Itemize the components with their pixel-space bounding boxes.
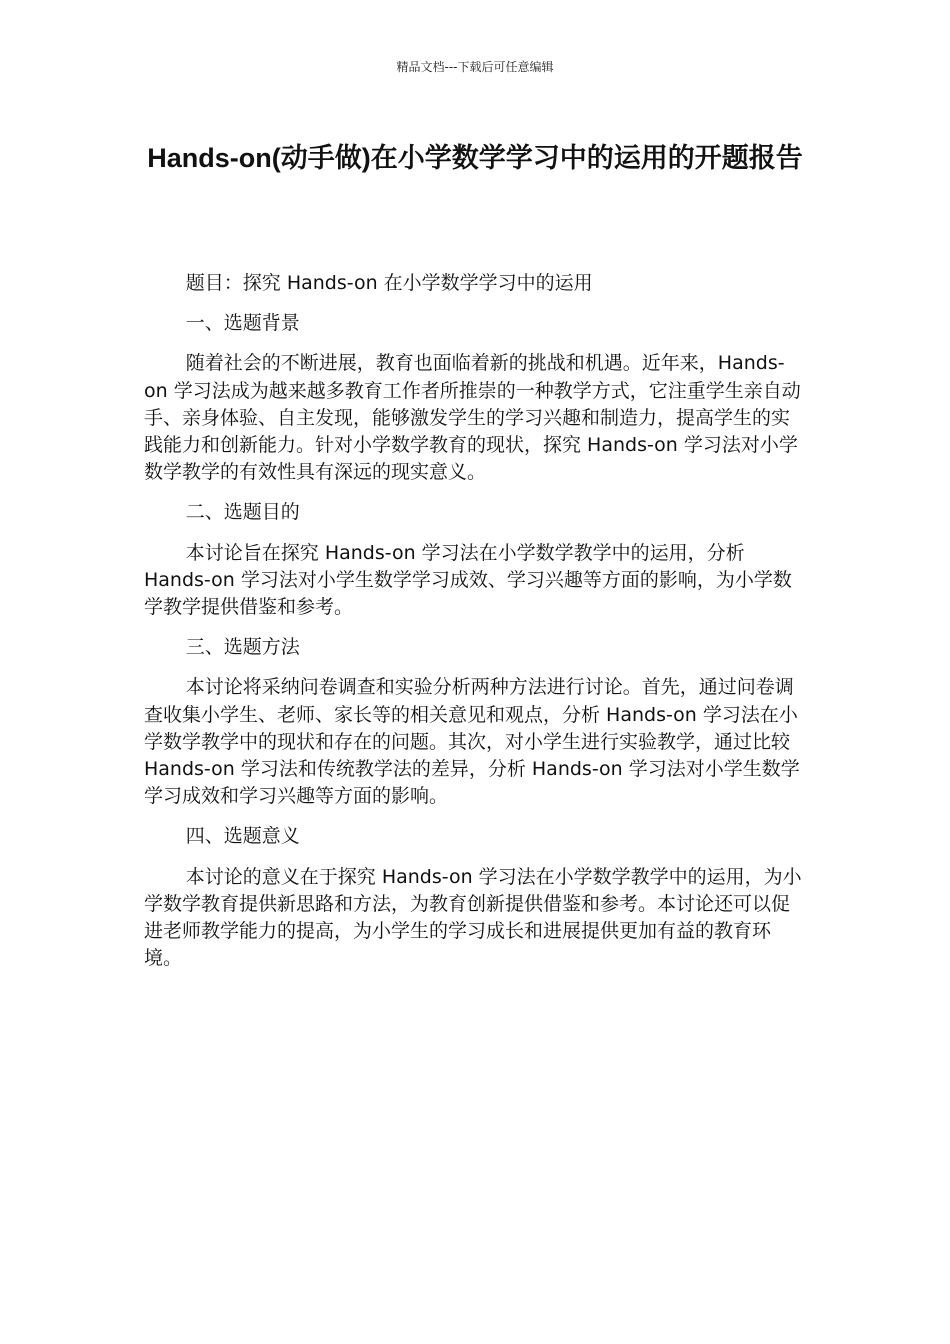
section-heading-background: 一、选题背景 [185,312,300,335]
section-body-method: 本讨论将采纳问卷调查和实验分析两种方法进行讨论。首先，通过问卷调查收集小学生、老师、家长等的相关意见和观点，分析 Hands-on 学习法在小学数学教学中的现状和存在的问题。其次，对小学生进行实验教学，通过比较 Hands-on 学习法和传统教学法的差异，分析 Hands-on 学习法对小学生数学学习成效和学习兴趣等方面的影响。 [144,676,800,808]
topic-line: 题目：探究 Hands-on 在小学数学学习中的运用 [185,272,593,294]
section-body-background: 随着社会的不断进展，教育也面临着新的挑战和机遇。近年来，Hands-on 学习法成为越来越多教育工作者所推崇的一种教学方式，它注重学生亲自动手、亲身体验、自主发现，能够激发学生的学习兴趣和制造力，提高学生的实践能力和创新能力。针对小学数学教育的现状，探究 Hands-on 学习法对小学数学教学的有效性具有深远的现实意义。 [144,352,801,484]
section-heading-method: 三、选题方法 [185,636,300,659]
section-heading-significance: 四、选题意义 [185,825,300,848]
document-title: Hands-on(动手做)在小学数学学习中的运用的开题报告 [147,143,803,173]
section-body-significance: 本讨论的意义在于探究 Hands-on 学习法在小学数学教学中的运用，为小学数学教育提供新思路和方法，为教育创新提供借鉴和参考。本讨论还可以促进老师教学能力的提高，为小学生的学习成长和进展提供更加有益的教育环境。 [144,865,802,970]
page-header-note: 精品文档---下载后可任意编辑 [396,60,554,74]
section-heading-purpose: 二、选题目的 [185,501,300,524]
section-body-purpose: 本讨论旨在探究 Hands-on 学习法在小学数学教学中的运用，分析 Hands-on 学习法对小学生数学学习成效、学习兴趣等方面的影响，为小学数学教学提供借鉴和参考。 [144,541,792,619]
document-body [144,270,806,985]
